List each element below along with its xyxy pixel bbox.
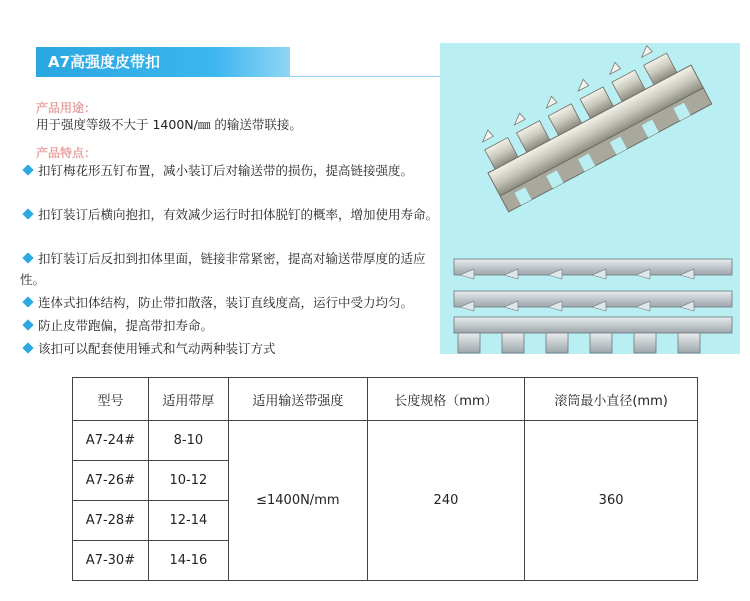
feature-item: 防止皮带跑偏，提高带扣寿命。 [20,315,440,336]
column-header: 滚筒最小直径(mm) [525,378,698,421]
feature-item: 扣钉装订后横向抱扣，有效减少运行时扣体脱钉的概率，增加使用寿命。 [20,204,440,225]
column-header: 适用输送带强度 [228,378,367,421]
column-header: 型号 [73,378,149,421]
feature-item: 扣钉梅花形五钉布置，减小装订后对输送带的损伤，提高链接强度。 [20,160,440,181]
feature-item: 该扣可以配套使用锤式和气动两种装订方式 [20,338,440,359]
diamond-bullet-icon [22,164,33,175]
feature-item: 扣钉装订后反扣到扣体里面，链接非常紧密，提高对输送带厚度的适应性。 [20,251,426,287]
diamond-bullet-icon [22,296,33,307]
model-cell: A7-30# [73,541,149,581]
column-header: 适用带厚 [148,378,228,421]
thickness-cell: 14-16 [148,541,228,581]
length-cell: 240 [367,421,524,581]
usage-text: 用于强度等级不大于 1400N/㎜ 的输送带联接。 [36,117,302,132]
feature-item: 连体式扣体结构，防止带扣散落，装订直线度高，运行中受力均匀。 [20,292,440,313]
product-photo [440,43,740,354]
model-cell: A7-28# [73,501,149,541]
column-header: 长度规格（mm） [367,378,524,421]
title-underline [290,76,440,77]
usage-heading: 产品用途： [36,101,97,115]
features-heading: 产品特点： [36,146,97,160]
table-header-row [73,378,698,421]
page-title: A7高强度皮带扣 [36,47,290,77]
model-cell: A7-24# [73,421,149,461]
fastener-strip-flat [454,259,732,353]
thickness-cell: 8-10 [148,421,228,461]
thickness-cell: 10-12 [148,461,228,501]
diamond-bullet-icon [22,342,33,353]
strength-cell: ≤1400N/mm [228,421,367,581]
diamond-bullet-icon [22,319,33,330]
thickness-cell: 12-14 [148,501,228,541]
table-row [73,421,698,461]
model-cell: A7-26# [73,461,149,501]
belt-fastener-illustration [440,43,740,354]
fastener-strip-angled [470,43,712,212]
diameter-cell: 360 [525,421,698,581]
diamond-bullet-icon [22,208,33,219]
spec-table [72,377,698,581]
diamond-bullet-icon [22,252,33,263]
